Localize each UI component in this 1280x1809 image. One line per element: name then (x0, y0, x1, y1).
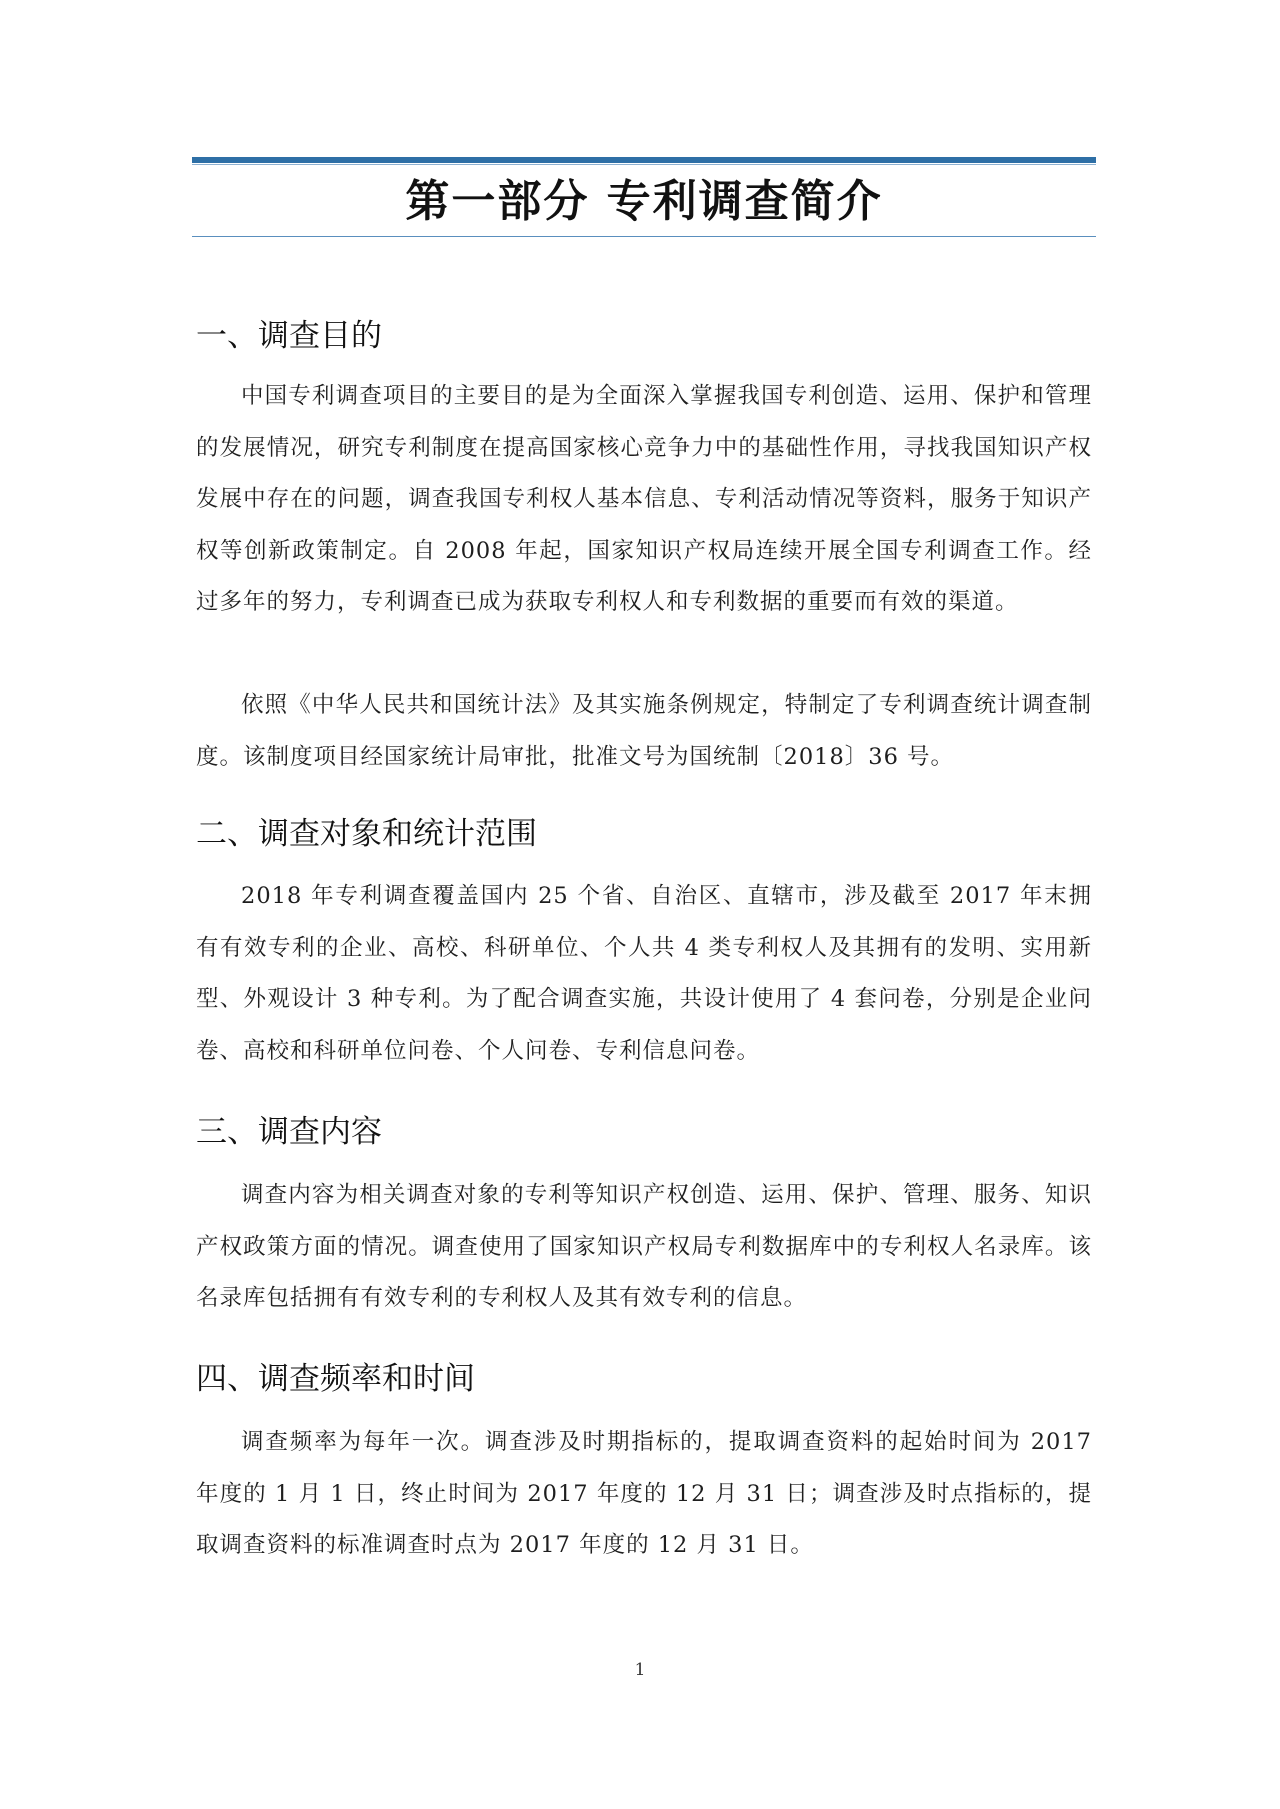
paragraph-frequency-1: 调查频率为每年一次。调查涉及时期指标的，提取调查资料的起始时间为 2017 年度的 1 月 1 日，终止时间为 2017 年度的 12 月 31 日；调查涉及时点指标的，提取调查资料的标准调查时点为 2017 年度的 12 月 31 日。 (196, 1429, 1092, 1558)
section-heading-purpose: 一、调查目的 (196, 318, 382, 354)
section-heading-scope: 二、调查对象和统计范围 (196, 816, 537, 852)
section-heading-content: 三、调查内容 (196, 1114, 382, 1150)
page-number: 1 (634, 1660, 646, 1680)
section-heading-frequency: 四、调查频率和时间 (196, 1361, 475, 1397)
title-top-rule-shadow (192, 164, 1096, 165)
part-title: 第一部分 专利调查简介 (405, 176, 883, 227)
title-bottom-rule (192, 236, 1096, 237)
paragraph-purpose-1: 中国专利调查项目的主要目的是为全面深入掌握我国专利创造、运用、保护和管理的发展情况，研究专利制度在提高国家核心竞争力中的基础性作用，寻找我国知识产权发展中存在的问题，调查我国专利权人基本信息、专利活动情况等资料，服务于知识产权等创新政策制定。自 2008 年起，国家知识产权局连续开展全国专利调查工作。经过多年的努力，专利调查已成为获取专利权人和专利数据的重要而有效的渠道。 (196, 383, 1092, 615)
paragraph-content-1: 调查内容为相关调查对象的专利等知识产权创造、运用、保护、管理、服务、知识产权政策方面的情况。调查使用了国家知识产权局专利数据库中的专利权人名录库。该名录库包括拥有有效专利的专利权人及其有效专利的信息。 (196, 1182, 1092, 1311)
paragraph-purpose-2: 依照《中华人民共和国统计法》及其实施条例规定，特制定了专利调查统计调查制度。该制度项目经国家统计局审批，批准文号为国统制〔2018〕36 号。 (196, 692, 1092, 770)
title-top-rule (192, 157, 1096, 163)
paragraph-scope-1: 2018 年专利调查覆盖国内 25 个省、自治区、直辖市，涉及截至 2017 年末拥有有效专利的企业、高校、科研单位、个人共 4 类专利权人及其拥有的发明、实用新型、外观设计 3 种专利。为了配合调查实施，共设计使用了 4 套问卷，分别是企业问卷、高校和科研单位问卷、个人问卷、专利信息问卷。 (196, 883, 1092, 1064)
